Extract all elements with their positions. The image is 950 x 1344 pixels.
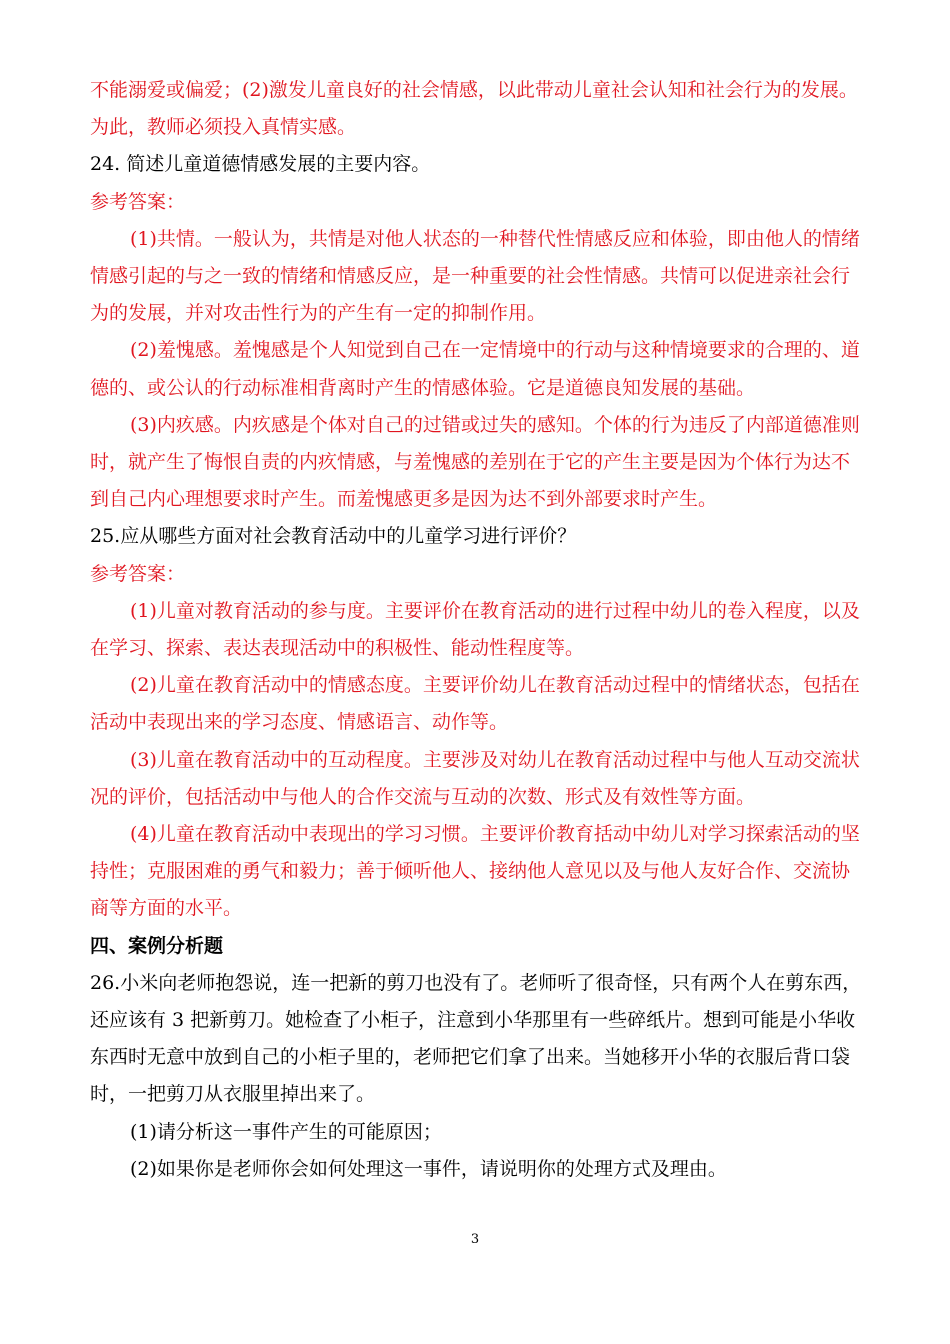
answer-line: 活动中表现出来的学习态度、情感语言、动作等。 <box>90 711 509 734</box>
answer-line: 德的、或公认的行动标准相背离时产生的情感体验。它是道德良知发展的基础。 <box>90 376 756 399</box>
answer-line: (3)儿童在教育活动中的互动程度。主要涉及对幼儿在教育活动过程中与他人互动交流状 <box>130 748 860 771</box>
page-number: 3 <box>470 1232 480 1247</box>
answer-line: 为的发展，并对攻击性行为的产生有一定的抑制作用。 <box>90 302 547 325</box>
answer-line: 商等方面的水平。 <box>90 897 243 920</box>
question-line: 25.应从哪些方面对社会教育活动中的儿童学习进行评价？ <box>90 525 577 548</box>
answer-line: (3)内疚感。内疚感是个体对自己的过错或过失的感知。个体的行为违反了内部道德准则 <box>130 413 860 436</box>
answer-line: (1)共情。一般认为，共情是对他人状态的一种替代性情感反应和体验，即由他人的情绪 <box>130 227 860 250</box>
answer-line: 参考答案： <box>90 562 186 585</box>
answer-line: (1)儿童对教育活动的参与度。主要评价在教育活动的进行过程中幼儿的卷入程度，以及 <box>130 599 860 622</box>
question-line: 时，一把剪刀从衣服里掉出来了。 <box>90 1083 376 1106</box>
question-line: 24. 简述儿童道德情感发展的主要内容。 <box>90 153 431 176</box>
page-body <box>90 72 865 1188</box>
answer-line: 参考答案： <box>90 190 186 213</box>
answer-line: (4)儿童在教育活动中表现出的学习习惯。主要评价教育括动中幼儿对学习探索活动的坚 <box>130 823 860 846</box>
sub-question-line: (1)请分析这一事件产生的可能原因； <box>130 1120 442 1143</box>
answer-line: 持性；克服困难的勇气和毅力；善于倾听他人、接纳他人意见以及与他人友好合作、交流协 <box>90 860 851 883</box>
answer-line: 为此，教师必须投入真情实感。 <box>90 116 357 139</box>
sub-question-line: (2)如果你是老师你会如何处理这一事件，请说明你的处理方式及理由。 <box>130 1157 727 1180</box>
answer-line: 情感引起的与之一致的情绪和情感反应，是一种重要的社会性情感。共情可以促进亲社会行 <box>90 265 851 288</box>
question-line: 还应该有 3 把新剪刀。她检查了小柜子，注意到小华那里有一些碎纸片。想到可能是小华收 <box>90 1009 856 1032</box>
answer-line: 不能溺爱或偏爱；(2)激发儿童良好的社会情感，以此带动儿童社会认知和社会行为的发展。 <box>90 79 858 101</box>
question-line: 东西时无意中放到自己的小柜子里的，老师把它们拿了出来。当她移开小华的衣服后背口袋 <box>90 1046 851 1069</box>
answer-line: (2)儿童在教育活动中的情感态度。主要评价幼儿在教育活动过程中的情绪状态，包括在 <box>130 674 860 697</box>
question-line: 26.小米向老师抱怨说，连一把新的剪刀也没有了。老师听了很奇怪，只有两个人在剪东西， <box>90 971 862 994</box>
answer-line: (2)羞愧感。羞愧感是个人知觉到自己在一定情境中的行动与这种情境要求的合理的、道 <box>130 339 860 362</box>
answer-line: 到自己内心理想要求时产生。而羞愧感更多是因为达不到外部要求时产生。 <box>90 488 718 511</box>
answer-line: 时，就产生了悔恨自责的内疚情感，与羞愧感的差别在于它的产生主要是因为个体行为达不 <box>90 451 851 474</box>
answer-line: 在学习、探索、表达表现活动中的积极性、能动性程度等。 <box>90 637 585 660</box>
answer-line: 况的评价，包括活动中与他人的合作交流与互动的次数、形式及有效性等方面。 <box>90 785 756 808</box>
section-heading: 四、案例分析题 <box>90 934 224 957</box>
